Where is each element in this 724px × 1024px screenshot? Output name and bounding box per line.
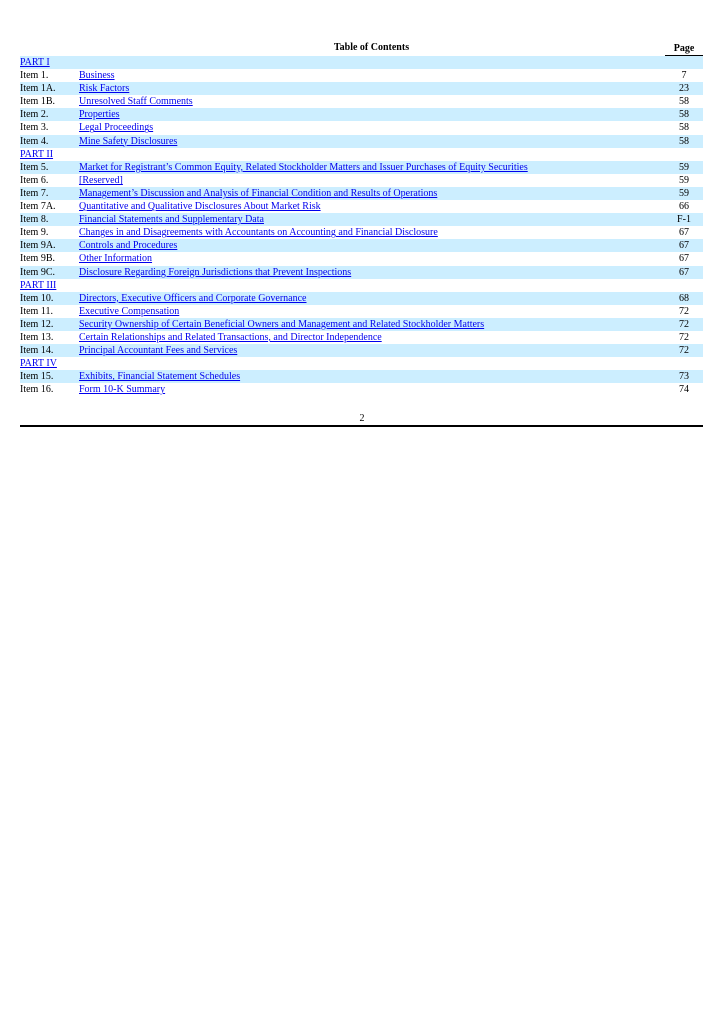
item-title-link[interactable]: Exhibits, Financial Statement Schedules xyxy=(79,371,241,383)
toc-item-row xyxy=(20,370,703,383)
item-number: Item 1B. xyxy=(20,96,55,108)
toc-item-row xyxy=(20,226,703,239)
item-title-link[interactable]: Controls and Procedures xyxy=(79,240,178,252)
toc-item-row xyxy=(20,305,703,318)
item-page-number: 67 xyxy=(679,240,689,252)
item-page-number: 67 xyxy=(679,227,689,239)
item-title-link[interactable]: Form 10-K Summary xyxy=(79,384,166,396)
toc-item-row xyxy=(20,213,703,226)
item-title-link[interactable]: Directors, Executive Officers and Corporate Governance xyxy=(79,292,307,304)
footer-divider xyxy=(20,425,703,427)
item-title-link[interactable]: Legal Proceedings xyxy=(79,122,154,134)
item-title-link[interactable]: Financial Statements and Supplementary Data xyxy=(79,214,264,226)
page-column-header: Page xyxy=(665,43,703,56)
item-number: Item 3. xyxy=(20,122,49,134)
item-number: Item 7. xyxy=(20,187,49,199)
toc-title: Table of Contents xyxy=(333,42,410,53)
toc-part-row xyxy=(20,357,703,370)
item-number: Item 8. xyxy=(20,214,49,226)
toc-item-row xyxy=(20,200,703,213)
item-number: Item 10. xyxy=(20,292,54,304)
toc-item-row xyxy=(20,266,703,279)
item-page-number: 66 xyxy=(679,201,689,213)
item-number: Item 1. xyxy=(20,70,49,82)
item-number: Item 4. xyxy=(20,135,49,147)
item-page-number: 74 xyxy=(679,384,689,396)
item-number: Item 1A. xyxy=(20,83,56,95)
item-page-number: 72 xyxy=(679,305,689,317)
toc-item-row xyxy=(20,82,703,95)
item-title-link[interactable]: [Reserved] xyxy=(79,174,123,186)
item-title-link[interactable]: Unresolved Staff Comments xyxy=(79,96,193,108)
toc-item-row xyxy=(20,135,703,148)
toc-item-row xyxy=(20,239,703,252)
toc-item-row xyxy=(20,331,703,344)
item-page-number: 68 xyxy=(679,292,689,304)
item-number: Item 13. xyxy=(20,331,54,343)
page-number: 2 xyxy=(359,413,365,424)
item-page-number: 72 xyxy=(679,318,689,330)
item-title-link[interactable]: Principal Accountant Fees and Services xyxy=(79,345,238,357)
item-title-link[interactable]: Risk Factors xyxy=(79,83,130,95)
toc-header xyxy=(20,41,703,56)
item-page-number: 58 xyxy=(679,135,689,147)
table-of-contents xyxy=(20,41,703,396)
part-link[interactable]: PART II xyxy=(20,148,54,160)
item-page-number: F-1 xyxy=(677,214,691,226)
item-page-number: 59 xyxy=(679,161,689,173)
item-page-number: 59 xyxy=(679,187,689,199)
item-number: Item 2. xyxy=(20,109,49,121)
toc-item-row xyxy=(20,187,703,200)
item-page-number: 58 xyxy=(679,122,689,134)
part-link[interactable]: PART IV xyxy=(20,358,57,370)
toc-item-row xyxy=(20,174,703,187)
item-page-number: 72 xyxy=(679,331,689,343)
toc-item-row xyxy=(20,252,703,265)
item-title-link[interactable]: Disclosure Regarding Foreign Jurisdictions that Prevent Inspections xyxy=(79,266,352,278)
item-page-number: 58 xyxy=(679,96,689,108)
item-number: Item 7A. xyxy=(20,201,56,213)
item-title-link[interactable]: Management’s Discussion and Analysis of Financial Condition and Results of Operations xyxy=(79,187,438,199)
toc-item-row xyxy=(20,383,703,396)
item-number: Item 14. xyxy=(20,345,54,357)
item-title-link[interactable]: Business xyxy=(79,70,115,82)
item-title-link[interactable]: Security Ownership of Certain Beneficial Owners and Management and Related Stockholder Matters xyxy=(79,318,485,330)
part-link[interactable]: PART III xyxy=(20,279,57,291)
item-number: Item 9A. xyxy=(20,240,56,252)
item-page-number: 58 xyxy=(679,109,689,121)
toc-rows xyxy=(20,56,703,396)
item-number: Item 12. xyxy=(20,318,54,330)
item-page-number: 23 xyxy=(679,83,689,95)
item-page-number: 73 xyxy=(679,371,689,383)
toc-item-row xyxy=(20,95,703,108)
item-title-link[interactable]: Quantitative and Qualitative Disclosures About Market Risk xyxy=(79,201,321,213)
item-number: Item 11. xyxy=(20,305,53,317)
item-number: Item 9B. xyxy=(20,253,55,265)
item-number: Item 5. xyxy=(20,161,49,173)
toc-part-row xyxy=(20,279,703,292)
item-title-link[interactable]: Executive Compensation xyxy=(79,305,180,317)
toc-item-row xyxy=(20,69,703,82)
toc-item-row xyxy=(20,161,703,174)
item-number: Item 16. xyxy=(20,384,54,396)
item-title-link[interactable]: Market for Registrant’s Common Equity, Related Stockholder Matters and Issuer Purchases of Equity Securities xyxy=(79,161,528,173)
item-title-link[interactable]: Changes in and Disagreements with Accountants on Accounting and Financial Disclosure xyxy=(79,227,438,239)
item-page-number: 67 xyxy=(679,266,689,278)
toc-part-row xyxy=(20,56,703,69)
item-title-link[interactable]: Mine Safety Disclosures xyxy=(79,135,178,147)
part-link[interactable]: PART I xyxy=(20,57,50,68)
item-number: Item 15. xyxy=(20,371,54,383)
item-page-number: 59 xyxy=(679,174,689,186)
item-number: Item 6. xyxy=(20,174,49,186)
toc-part-row xyxy=(20,148,703,161)
toc-item-row xyxy=(20,344,703,357)
item-number: Item 9. xyxy=(20,227,49,239)
item-number: Item 9C. xyxy=(20,266,55,278)
toc-item-row xyxy=(20,318,703,331)
item-page-number: 67 xyxy=(679,253,689,265)
item-page-number: 72 xyxy=(679,345,689,357)
item-title-link[interactable]: Certain Relationships and Related Transactions, and Director Independence xyxy=(79,331,382,343)
item-title-link[interactable]: Other Information xyxy=(79,253,153,265)
toc-item-row xyxy=(20,108,703,121)
item-page-number: 7 xyxy=(681,70,687,82)
item-title-link[interactable]: Properties xyxy=(79,109,120,121)
toc-item-row xyxy=(20,121,703,134)
toc-item-row xyxy=(20,292,703,305)
